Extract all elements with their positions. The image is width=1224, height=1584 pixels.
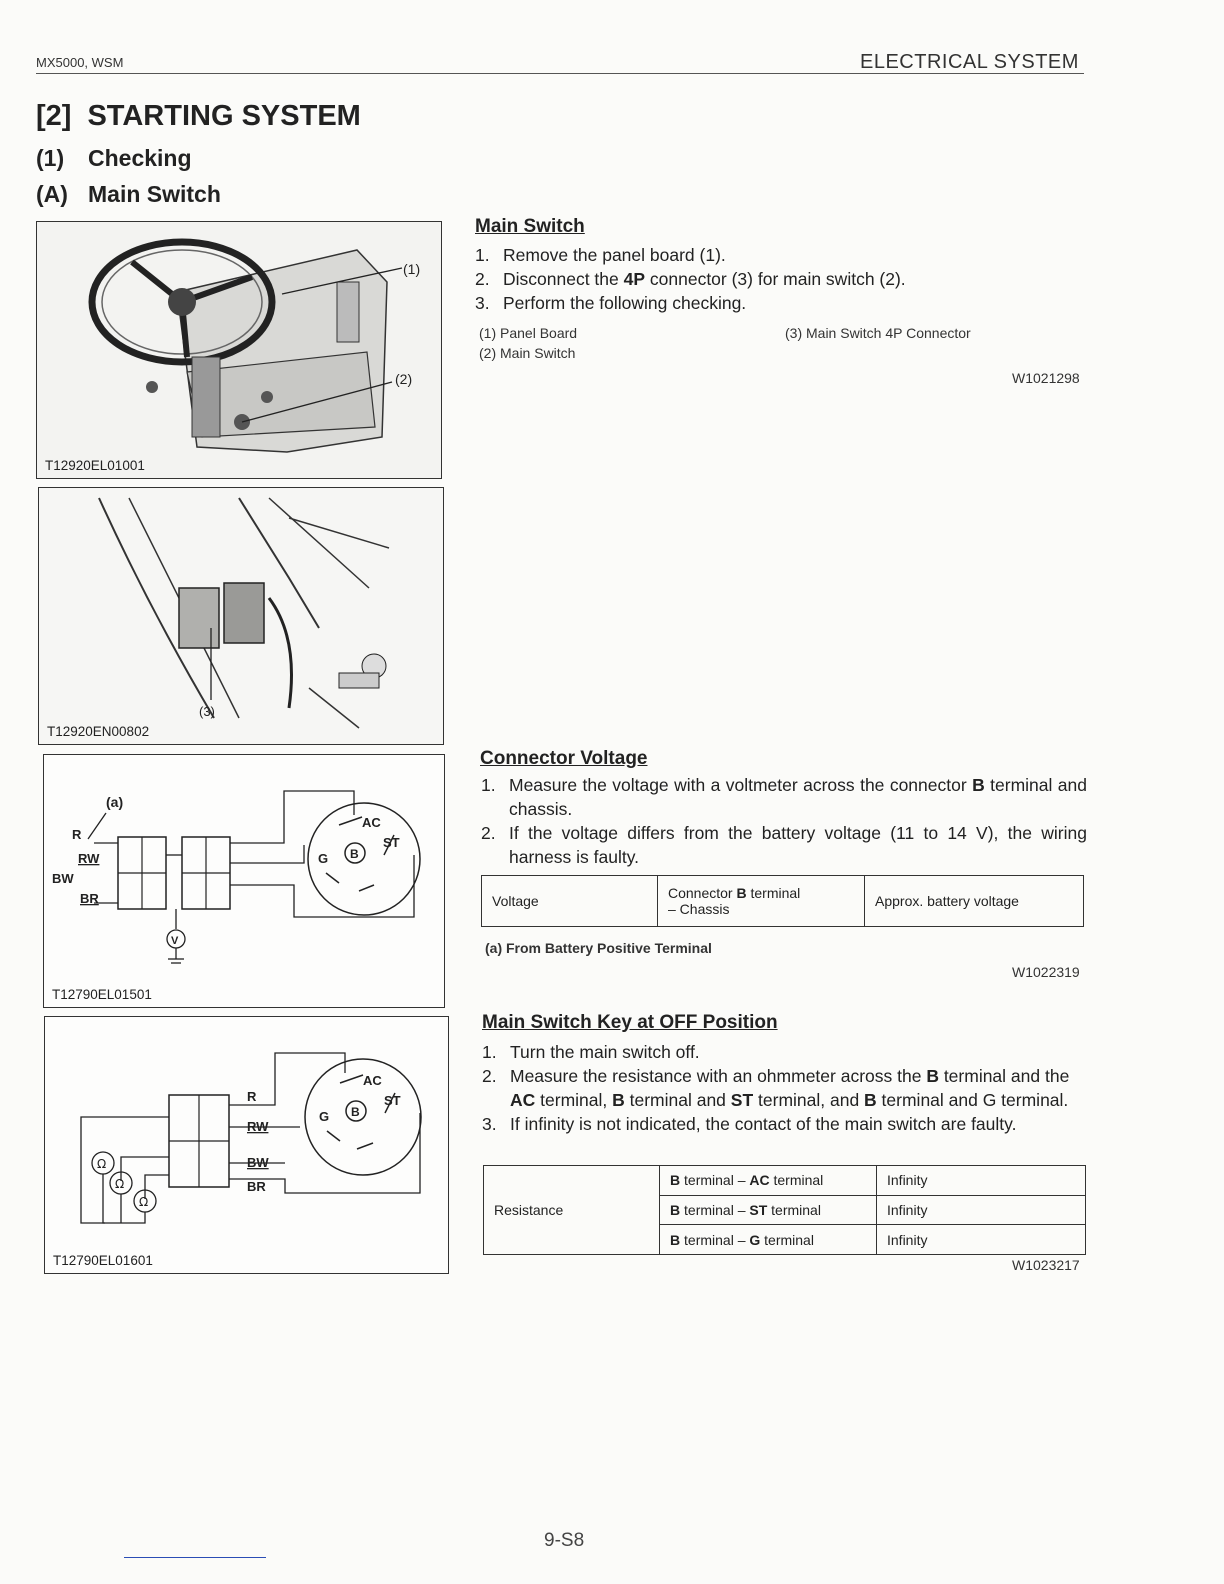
voltage-table [481,875,1084,927]
key-off-title: Main Switch Key at OFF Position [482,1012,778,1033]
header-section: ELECTRICAL SYSTEM [860,51,1079,73]
label-st: ST [383,835,400,850]
label-ac: AC [363,1073,382,1088]
table-cell: Infinity [877,1195,1086,1225]
note-a: (a) From Battery Positive Terminal [485,940,712,956]
table-cell: Infinity [877,1166,1086,1196]
list-item: 1. Turn the main switch off. [482,1042,700,1062]
list-item: 2. Measure the resistance with an ohmmeter across the B terminal and the AC terminal, B terminal and ST terminal, and B terminal and G terminal. [482,1066,1070,1110]
figure-voltage-wiring [43,754,445,1008]
list-item: 1. Remove the panel board (1). [475,245,726,265]
ref-code: W1021298 [1012,370,1080,386]
table-cell: B terminal – ST terminal [660,1195,877,1225]
list-item: 3. Perform the following checking. [475,293,747,313]
table-cell: B terminal – G terminal [660,1225,877,1255]
list-item: 3. If infinity is not indicated, the contact of the main switch are faulty. [482,1114,1017,1134]
label-ac: AC [362,815,381,830]
list-item: 1. Measure the voltage with a voltmeter across the connector B terminal and chassis. [481,775,1087,819]
header-model: MX5000, WSM [36,55,124,70]
connector-voltage-steps [481,773,1087,869]
legend-item-3: (3) Main Switch 4P Connector [785,325,971,341]
list-item: 2. Disconnect the 4P connector (3) for main switch (2). [475,269,906,289]
ref-code: W1023217 [1012,1257,1080,1273]
table-cell: B terminal – AC terminal [660,1166,877,1196]
voltage-value: Approx. battery voltage [865,876,1084,927]
figure-code: T12790EL01601 [53,1253,153,1268]
label-r: R [72,827,82,842]
main-switch-steps [475,243,1085,315]
legend-item-1: (1) Panel Board [479,325,578,341]
label-g: G [318,851,329,866]
connector-illustration [39,488,443,744]
bottom-rule [124,1557,266,1558]
figure-code: T12790EL01501 [52,987,152,1002]
key-off-steps [482,1040,1090,1136]
voltage-condition: Connector B terminal – Chassis [658,876,865,927]
table-cell: Infinity [877,1225,1086,1255]
ohm-label-3: Ω [139,1195,149,1209]
label-a: (a) [106,794,124,810]
main-switch-title: Main Switch [475,216,585,237]
section-title: [2] STARTING SYSTEM [36,100,361,132]
callout-2: (2) [395,371,413,387]
resistance-table [483,1165,1086,1255]
connector-voltage-title: Connector Voltage [480,748,648,769]
figure-code: T12920EL01001 [45,458,145,473]
label-b: B [351,1105,360,1119]
figure-panel-board [36,221,442,479]
ref-code: W1022319 [1012,964,1080,980]
label-bw: BW [52,871,74,886]
panel-board-illustration [37,222,441,478]
label-r: R [247,1089,257,1104]
ohm-label-1: Ω [97,1157,107,1171]
subsubsection-title: (A) Main Switch [36,181,221,207]
resistance-label: Resistance [484,1166,660,1255]
label-g: G [319,1109,330,1124]
subsection-title: (1) Checking [36,145,192,171]
label-br: BR [247,1179,266,1194]
page-number: 9-S8 [544,1530,585,1551]
figure-code: T12920EN00802 [47,724,150,739]
header-rule [36,73,1084,74]
label-st: ST [384,1093,401,1108]
label-rw: RW [78,851,100,866]
legend-item-2: (2) Main Switch [479,345,576,361]
voltage-label: Voltage [482,876,658,927]
resistance-wiring-diagram [45,1017,448,1273]
label-bw: BW [247,1155,269,1170]
ohm-label-2: Ω [115,1177,125,1191]
callout-3: (3) [199,704,215,719]
voltage-wiring-diagram [44,755,444,1007]
label-v: V [171,935,179,947]
figure-resistance-wiring [44,1016,449,1274]
callout-1: (1) [403,261,421,277]
label-b: B [350,847,359,861]
label-br: BR [80,891,99,906]
label-rw: RW [247,1119,269,1134]
list-item: 2. If the voltage differs from the battery voltage (11 to 14 V), the wiring harness is faulty. [481,823,1087,867]
figure-connector [38,487,444,745]
